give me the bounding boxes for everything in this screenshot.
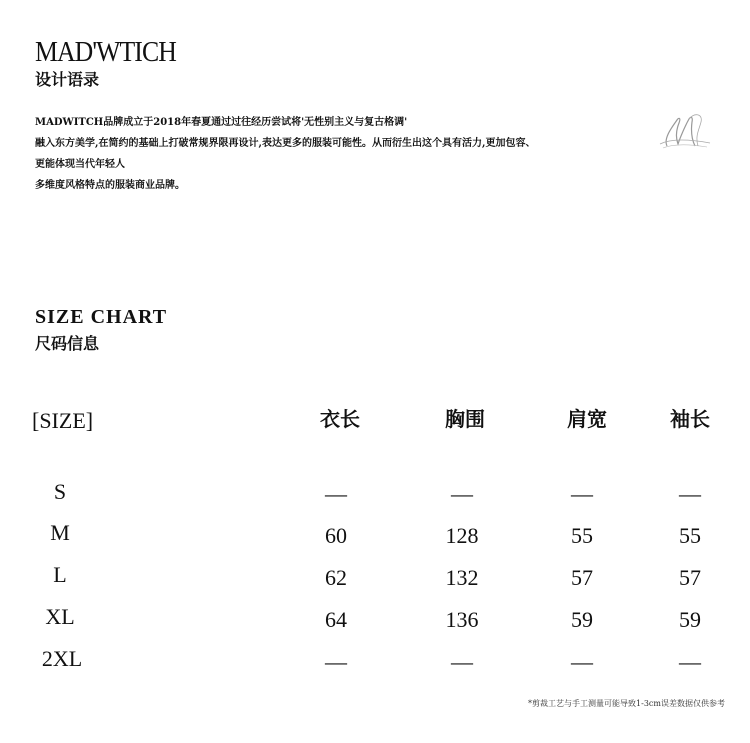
table-cell: — bbox=[679, 481, 701, 506]
table-cell: — bbox=[325, 649, 347, 674]
size-chart-title: SIZE CHART bbox=[35, 306, 168, 328]
table-cell: 57 bbox=[679, 565, 701, 590]
table-cell: 57 bbox=[571, 565, 593, 590]
table-cell: — bbox=[451, 481, 473, 506]
table-cell: 64 bbox=[325, 607, 347, 632]
table-cell: 55 bbox=[571, 523, 593, 548]
table-cell: 128 bbox=[445, 523, 479, 548]
column-header-length: 衣长 bbox=[320, 407, 360, 431]
brand-intro bbox=[35, 112, 635, 196]
row-label-s: S bbox=[53, 479, 67, 504]
row-label-m: M bbox=[50, 520, 70, 545]
size-chart-subtitle: 尺码信息 bbox=[35, 334, 100, 353]
table-cell: 55 bbox=[679, 523, 701, 548]
size-table bbox=[0, 395, 750, 685]
table-cell: 62 bbox=[325, 565, 347, 590]
intro-line: 更能体现当代年轻人 bbox=[35, 159, 125, 170]
m-monogram-icon bbox=[655, 108, 715, 158]
row-label-2xl: 2XL bbox=[41, 646, 83, 671]
intro-line: 融入东方美学,在简约的基础上打破常规界限再设计,表达更多的服装可能性。从而衍生出这个具有活力,更加包容、 bbox=[35, 138, 536, 149]
size-column-header: [SIZE] bbox=[32, 408, 94, 433]
intro-line: MADWITCH品牌成立于2018年春夏通过过往经历尝试将'无性别主义与复古格调' bbox=[35, 117, 408, 128]
table-cell: — bbox=[679, 649, 701, 674]
table-cell: — bbox=[325, 481, 347, 506]
table-cell: 59 bbox=[571, 607, 593, 632]
table-cell: — bbox=[451, 649, 473, 674]
column-header-shoulder: 肩宽 bbox=[567, 407, 607, 431]
table-cell: — bbox=[571, 649, 593, 674]
measurement-footnote: *剪裁工艺与手工测量可能导致1-3cm误差数据仅供参考 bbox=[528, 699, 725, 708]
table-cell: 60 bbox=[325, 523, 347, 548]
table-cell: 59 bbox=[679, 607, 701, 632]
column-header-chest: 胸围 bbox=[445, 407, 485, 431]
brand-subtitle: 设计语录 bbox=[35, 70, 100, 89]
brand-logo: MAD'WTICH bbox=[35, 37, 176, 68]
table-cell: 136 bbox=[445, 607, 479, 632]
row-label-l: L bbox=[53, 562, 67, 587]
column-header-sleeve: 袖长 bbox=[670, 407, 710, 431]
row-label-xl: XL bbox=[45, 604, 75, 629]
table-cell: — bbox=[571, 481, 593, 506]
table-cell: 132 bbox=[445, 565, 479, 590]
intro-line: 多维度风格特点的服装商业品牌。 bbox=[35, 180, 185, 191]
